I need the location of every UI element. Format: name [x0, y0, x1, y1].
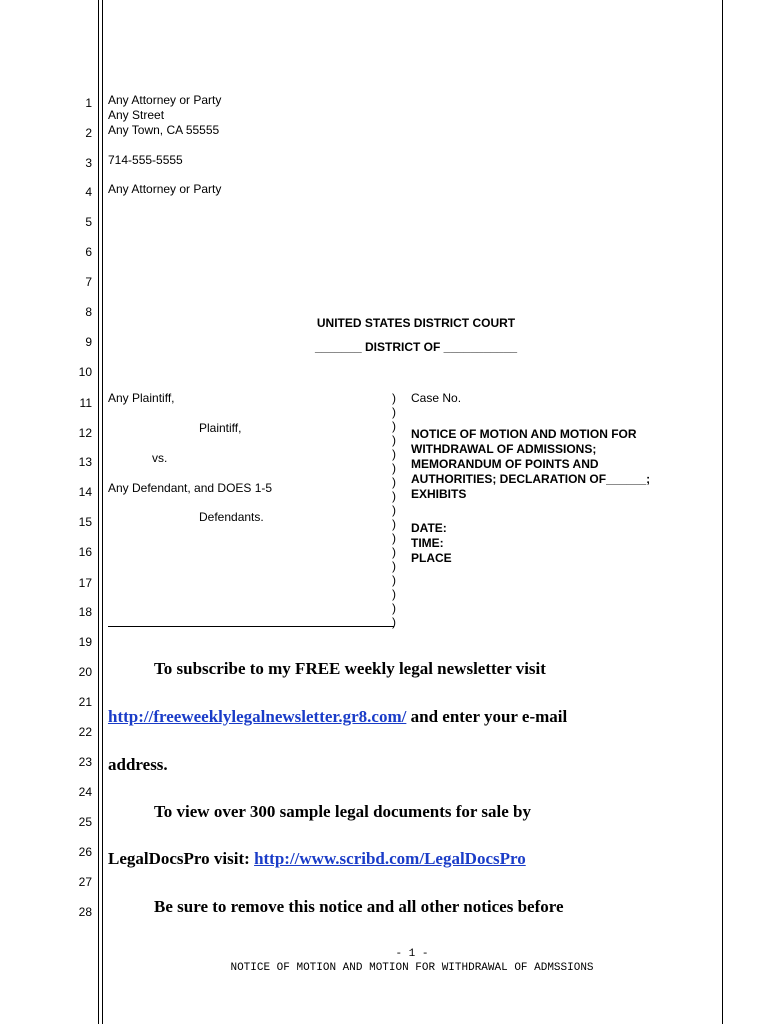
paren-mark: ) [392, 545, 396, 559]
attorney-for: Any Attorney or Party [108, 182, 222, 196]
paren-mark: ) [392, 573, 396, 587]
line-number: 6 [85, 245, 92, 259]
attorney-street: Any Street [108, 108, 165, 122]
line-number: 27 [78, 875, 92, 889]
paren-mark: ) [392, 391, 396, 405]
line-number: 9 [85, 335, 92, 349]
paren-mark: ) [392, 447, 396, 461]
line-number: 16 [78, 545, 92, 559]
line-number: 22 [78, 725, 92, 739]
defendant-name: Any Defendant, and DOES 1-5 [108, 481, 273, 495]
notice-line [108, 849, 526, 869]
court-name: UNITED STATES DISTRICT COURT [316, 316, 516, 330]
paren-mark: ) [392, 601, 396, 615]
paren-mark: ) [392, 489, 396, 503]
line-number: 10 [78, 365, 92, 379]
scribd-link[interactable]: http://www.scribd.com/LegalDocsPro [254, 849, 526, 868]
newsletter-link[interactable]: http://freeweeklylegalnewsletter.gr8.com/ [108, 707, 407, 726]
page-number: - 1 - [395, 948, 429, 960]
paren-mark: ) [392, 517, 396, 531]
defendant-role: Defendants. [199, 510, 264, 524]
paren-mark: ) [392, 587, 396, 601]
line-number: 1 [85, 96, 92, 110]
line-number: 21 [78, 695, 92, 709]
hearing-date-label: DATE: [411, 521, 447, 535]
line-number: 8 [85, 305, 92, 319]
line-number: 18 [78, 605, 92, 619]
line-number: 5 [85, 215, 92, 229]
document-title-line: WITHDRAWAL OF ADMISSIONS; [411, 442, 597, 456]
document-title-line: MEMORANDUM OF POINTS AND [411, 457, 599, 471]
line-number: 26 [78, 845, 92, 859]
line-number: 20 [78, 665, 92, 679]
plaintiff-role: Plaintiff, [199, 421, 242, 435]
document-title-line: EXHIBITS [411, 487, 467, 501]
hearing-place-label: PLACE [411, 551, 452, 565]
notice-text: LegalDocsPro visit: [108, 849, 255, 868]
notice-line: address. [108, 755, 168, 774]
notice-line: To view over 300 sample legal documents for sale by [154, 802, 531, 821]
line-number: 28 [78, 905, 92, 919]
paren-mark: ) [392, 531, 396, 545]
document-title-line: AUTHORITIES; DECLARATION OF______; [411, 472, 651, 486]
line-number: 25 [78, 815, 92, 829]
notice-text: and enter your e-mail [406, 707, 568, 726]
case-number-label: Case No. [411, 391, 462, 405]
notice-line: To subscribe to my FREE weekly legal newsletter visit [154, 659, 546, 678]
line-number: 13 [78, 455, 92, 469]
paren-mark: ) [392, 461, 396, 475]
plaintiff-name: Any Plaintiff, [108, 391, 175, 405]
paren-mark: ) [392, 615, 396, 629]
line-number: 24 [78, 785, 92, 799]
line-number: 23 [78, 755, 92, 769]
attorney-city: Any Town, CA 55555 [108, 123, 220, 137]
line-number: 2 [85, 126, 92, 140]
paren-mark: ) [392, 433, 396, 447]
line-number: 4 [85, 185, 92, 199]
paren-mark: ) [392, 503, 396, 517]
caption-underline [108, 626, 394, 627]
paren-mark: ) [392, 405, 396, 419]
attorney-phone: 714-555-5555 [108, 153, 183, 167]
attorney-name: Any Attorney or Party [108, 93, 222, 107]
line-number: 15 [78, 515, 92, 529]
paren-mark: ) [392, 559, 396, 573]
notice-line [108, 707, 567, 727]
left-margin-rule-outer [98, 0, 99, 1024]
paren-mark: ) [392, 475, 396, 489]
paren-mark: ) [392, 419, 396, 433]
line-number: 3 [85, 156, 92, 170]
notice-line: Be sure to remove this notice and all other notices before [154, 897, 564, 916]
hearing-time-label: TIME: [411, 536, 444, 550]
versus-label: vs. [152, 451, 168, 465]
right-margin-rule [722, 0, 723, 1024]
line-number: 14 [78, 485, 92, 499]
line-number: 12 [78, 426, 92, 440]
left-margin-rule-inner [102, 0, 103, 1024]
document-title-line: NOTICE OF MOTION AND MOTION FOR [411, 427, 637, 441]
line-number: 11 [79, 396, 92, 410]
court-district: _______ DISTRICT OF ___________ [314, 340, 518, 354]
line-number: 17 [78, 576, 92, 590]
footer-title: NOTICE OF MOTION AND MOTION FOR WITHDRAWAL OF ADMSSIONS [230, 962, 594, 974]
line-number: 19 [78, 635, 92, 649]
line-number: 7 [85, 275, 92, 289]
